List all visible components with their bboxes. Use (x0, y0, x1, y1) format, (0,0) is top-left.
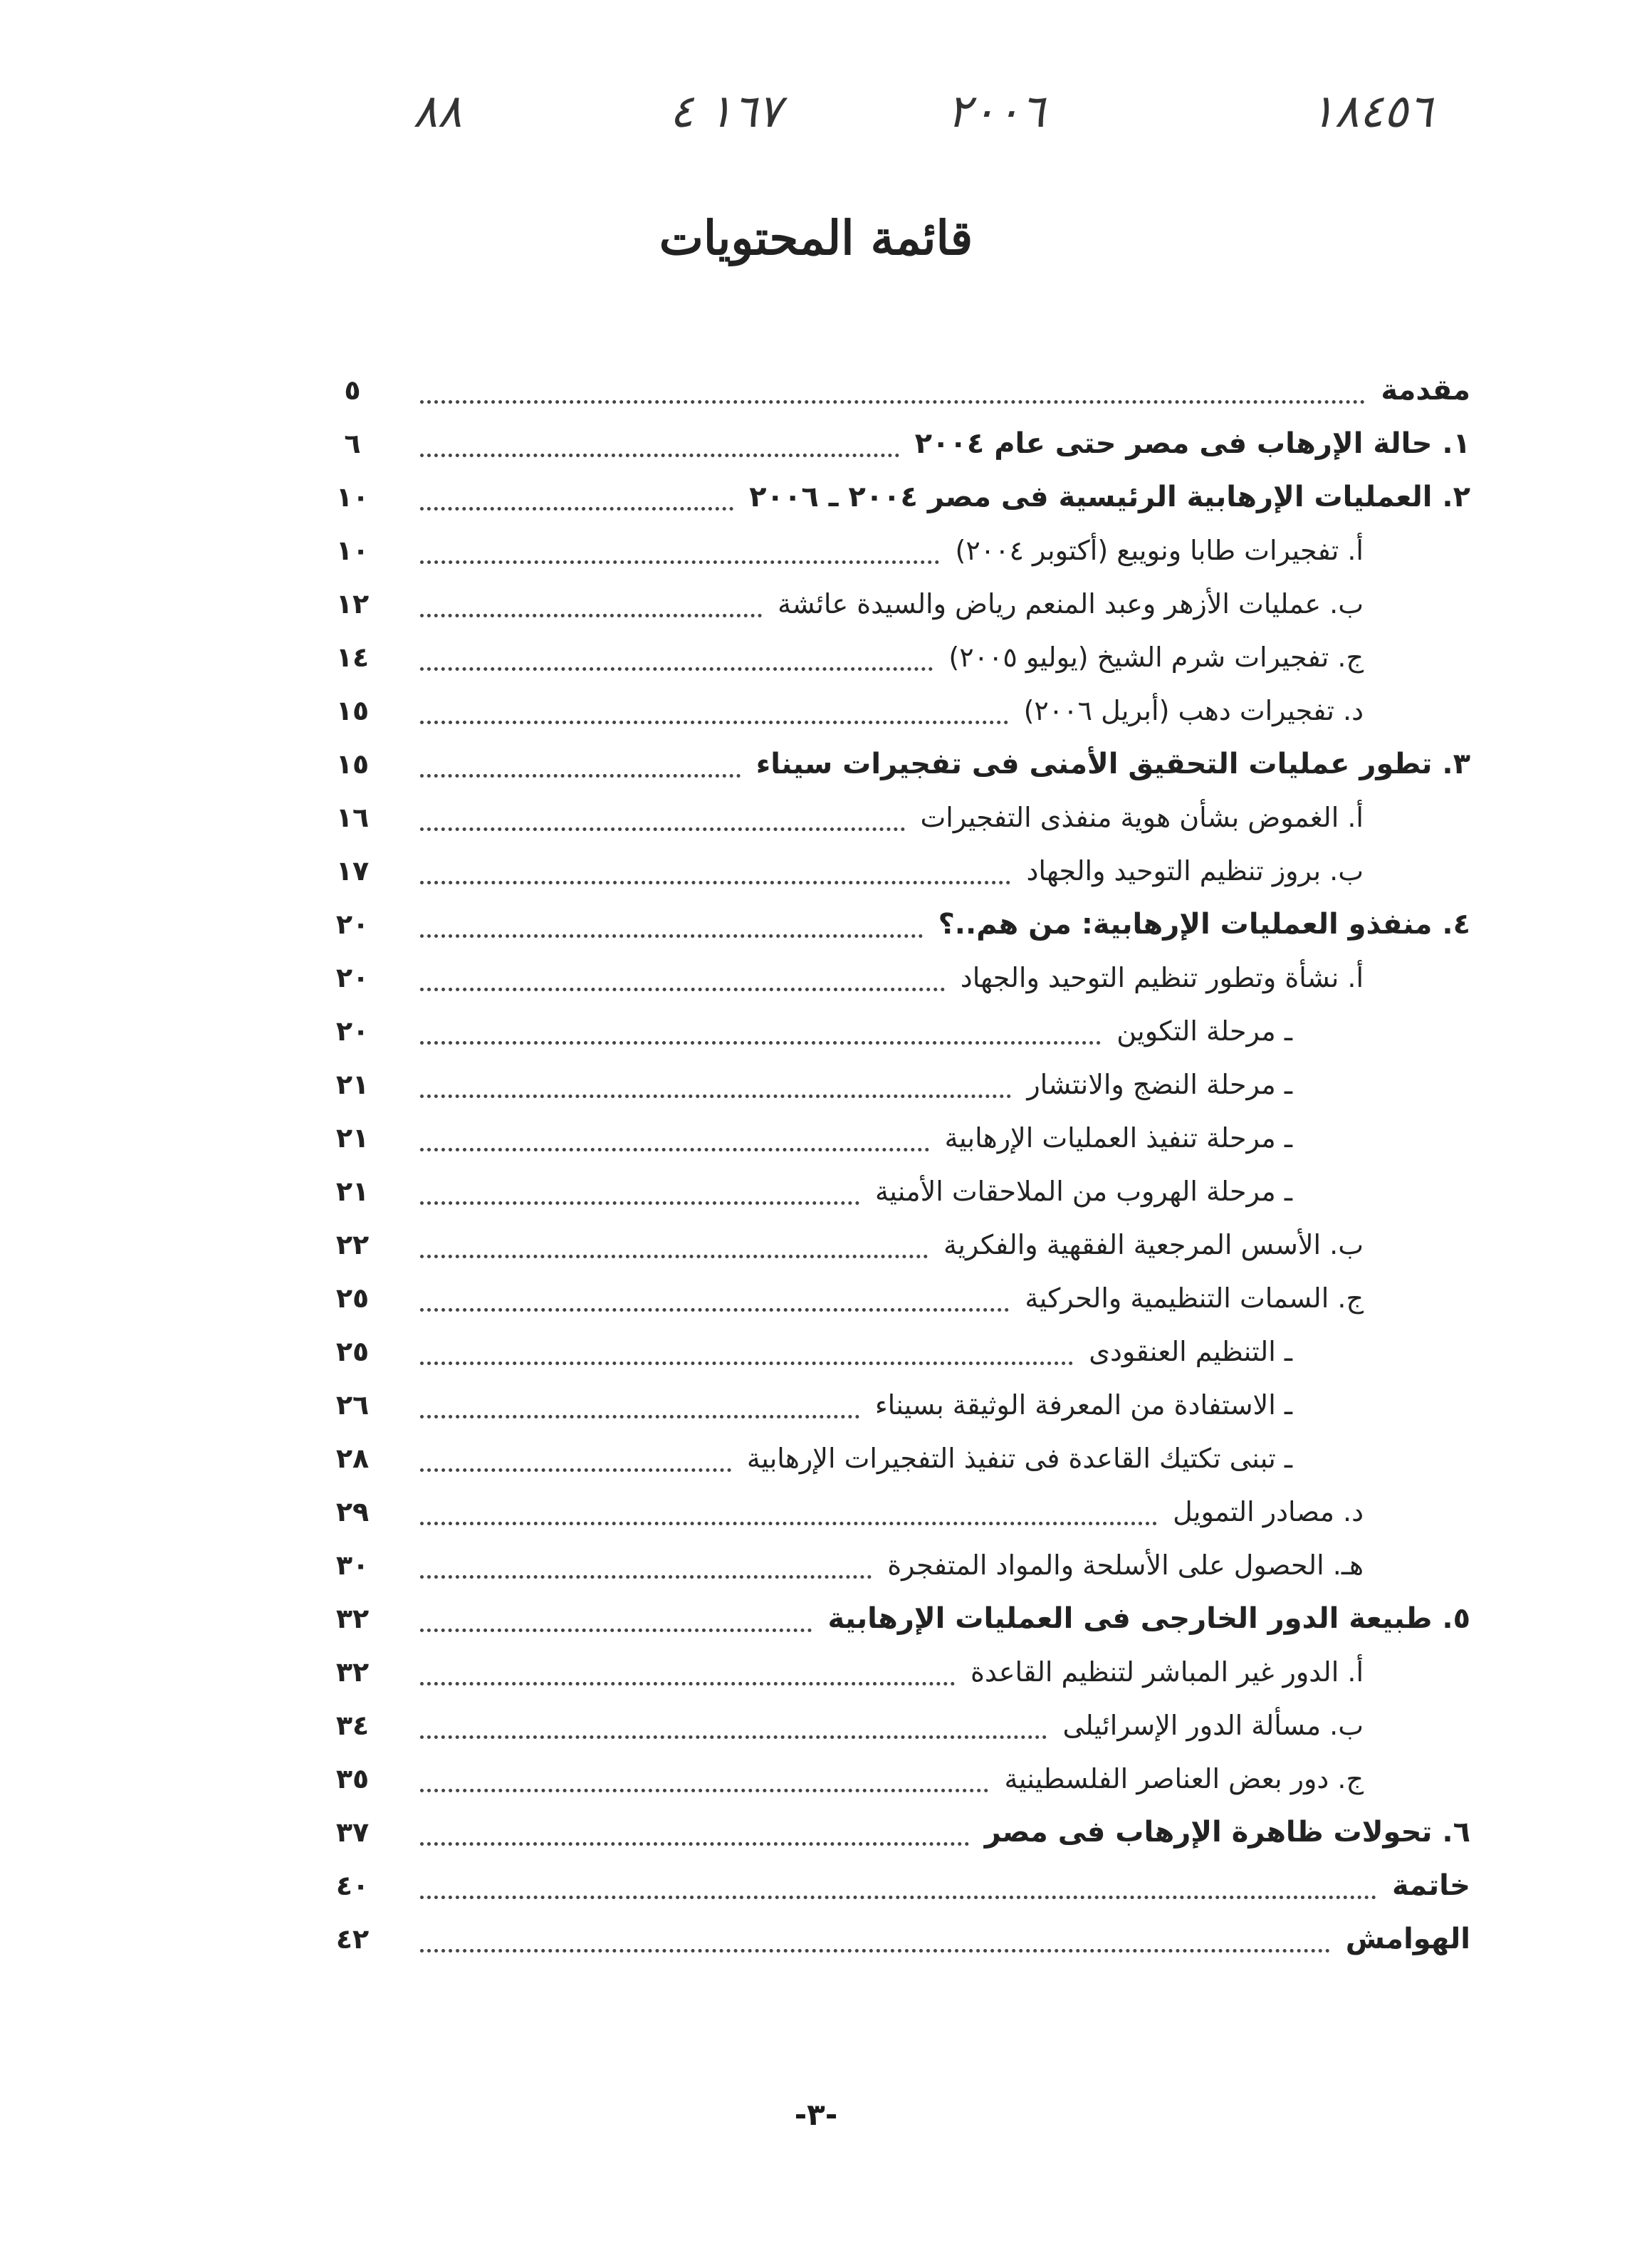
toc-entry-page: ٢٦ (335, 1389, 370, 1421)
toc-entry-title: ج. تفجيرات شرم الشيخ (يوليو ٢٠٠٥) (948, 641, 1364, 673)
toc-entry-title: ـ مرحلة النضج والانتشار (1027, 1068, 1292, 1100)
toc-leader-dots (420, 1468, 731, 1472)
toc-entry-page: ١٦ (335, 801, 370, 833)
toc-entry-page: ٦ (344, 427, 361, 459)
toc-entry-page: ٣٢ (335, 1602, 370, 1634)
toc-entry-title: ـ تبنى تكتيك القاعدة فى تنفيذ التفجيرات الإرهابية (746, 1442, 1292, 1474)
toc-leader-dots (420, 988, 945, 991)
toc-entry-page: ٣٠ (335, 1549, 370, 1581)
toc-leader-dots (420, 507, 733, 511)
toc-entry-title: أ. نشأة وتطور تنظيم التوحيد والجهاد (960, 961, 1364, 993)
toc-leader-dots (420, 1629, 812, 1632)
toc-entry (313, 1698, 1470, 1752)
toc-entry-title: د. مصادر التمويل (1173, 1495, 1364, 1527)
toc-entry-title: ب. بروز تنظيم التوحيد والجهاد (1026, 855, 1364, 887)
toc-entry-title: ج. السمات التنظيمية والحركية (1025, 1282, 1364, 1314)
toc-entry (313, 951, 1470, 1004)
toc-entry-page: ٤٢ (335, 1923, 370, 1955)
toc-entry-title: أ. تفجيرات طابا ونويبع (أكتوبر ٢٠٠٤) (955, 534, 1364, 566)
toc-leader-dots (420, 1735, 1047, 1739)
toc-entry-page: ٣٢ (335, 1656, 370, 1688)
toc-entry-page: ٢٨ (335, 1442, 370, 1474)
toc-entry (313, 1057, 1470, 1111)
toc-entry-title: ـ مرحلة الهروب من الملاحقات الأمنية (874, 1175, 1292, 1207)
page-number: -٣- (794, 2097, 838, 2132)
toc-leader-dots (420, 721, 1008, 724)
toc-leader-dots (420, 1041, 1101, 1045)
toc-leader-dots (420, 1949, 1330, 1953)
toc-entry-title: ج. دور بعض العناصر الفلسطينية (1004, 1762, 1364, 1794)
toc-entry-page: ٢١ (335, 1068, 370, 1100)
toc-leader-dots (420, 1362, 1073, 1365)
toc-entry (313, 577, 1470, 630)
toc-entry-title: ٢. العمليات الإرهابية الرئيسية فى مصر ٢٠٠٤ ـ ٢٠٠٦ (749, 480, 1470, 513)
toc-entry-title: أ. الدور غير المباشر لتنظيم القاعدة (971, 1656, 1364, 1688)
toc-leader-dots (420, 1896, 1376, 1899)
toc-entry-page: ٢٥ (335, 1282, 370, 1314)
toc-entry-title: أ. الغموض بشأن هوية منفذى التفجيرات (920, 801, 1364, 833)
toc-entry (313, 363, 1470, 417)
toc-leader-dots (420, 560, 939, 564)
toc-entry-page: ١٥ (335, 748, 370, 780)
toc-entry-page: ١٥ (335, 694, 370, 726)
toc-leader-dots (420, 934, 923, 938)
toc-entry (313, 844, 1470, 897)
table-of-contents (313, 363, 1470, 1965)
toc-leader-dots (420, 1789, 988, 1792)
toc-entry-page: ٢٢ (335, 1228, 370, 1260)
toc-leader-dots (420, 1522, 1157, 1525)
toc-entry-page: ٢٠ (335, 961, 370, 993)
toc-entry (313, 737, 1470, 790)
toc-entry-page: ٢٠ (335, 1015, 370, 1047)
toc-entry (313, 417, 1470, 470)
toc-entry-title: ـ التنظيم العنقودى (1089, 1335, 1292, 1367)
toc-entry-title: ب. عمليات الأزهر وعبد المنعم رياض والسيدة عائشة (778, 587, 1364, 620)
handwritten-note: ٢٠٠٦ (947, 85, 1045, 138)
toc-entry-title: ب. الأسس المرجعية الفقهية والفكرية (943, 1228, 1364, 1260)
toc-entry (313, 630, 1470, 684)
toc-entry-page: ١٢ (335, 587, 370, 620)
toc-leader-dots (420, 400, 1365, 404)
toc-leader-dots (420, 454, 899, 457)
toc-leader-dots (420, 1094, 1011, 1098)
toc-entry-page: ١٧ (335, 855, 370, 887)
toc-leader-dots (420, 774, 741, 778)
toc-leader-dots (420, 1255, 928, 1258)
toc-entry (313, 1164, 1470, 1218)
toc-entry-page: ٣٤ (335, 1709, 370, 1741)
toc-leader-dots (420, 667, 933, 671)
toc-entry-title: ٣. تطور عمليات التحقيق الأمنى فى تفجيرات سيناء (755, 747, 1470, 780)
toc-entry-title: ١. حالة الإرهاب فى مصر حتى عام ٢٠٠٤ (914, 427, 1470, 460)
toc-leader-dots (420, 1201, 859, 1205)
toc-entry-page: ٥ (344, 374, 361, 406)
handwritten-note: ١٦٧ ٤ (669, 85, 782, 138)
toc-leader-dots (420, 827, 905, 831)
toc-leader-dots (420, 1842, 969, 1846)
toc-entry (313, 1111, 1470, 1164)
toc-leader-dots (420, 614, 762, 617)
toc-entry (313, 1004, 1470, 1057)
toc-entry-page: ٢١ (335, 1175, 370, 1207)
toc-entry (313, 1218, 1470, 1271)
handwritten-note: ٨٨ (413, 85, 462, 138)
toc-entry-title: خاتمة (1392, 1869, 1470, 1902)
toc-entry (313, 1485, 1470, 1538)
toc-entry-page: ١٠ (335, 481, 370, 513)
toc-entry-page: ١٤ (335, 641, 370, 673)
toc-leader-dots (420, 1308, 1009, 1312)
toc-entry (313, 684, 1470, 737)
toc-entry-page: ٢٥ (335, 1335, 370, 1367)
toc-entry (313, 1324, 1470, 1378)
toc-entry-title: ـ مرحلة التكوين (1116, 1015, 1292, 1047)
toc-leader-dots (420, 881, 1010, 884)
toc-entry-page: ٢١ (335, 1122, 370, 1154)
page-title: قائمة المحتويات (659, 210, 973, 266)
toc-entry (313, 1271, 1470, 1324)
toc-entry (313, 790, 1470, 844)
toc-entry (313, 1912, 1470, 1965)
toc-entry-page: ٤٠ (335, 1869, 370, 1901)
toc-entry-title: هـ. الحصول على الأسلحة والمواد المتفجرة (887, 1549, 1364, 1581)
handwritten-note: ١٨٤٥٦ (1310, 85, 1433, 138)
toc-entry (313, 1805, 1470, 1859)
toc-entry-page: ٣٧ (335, 1816, 370, 1848)
toc-entry-title: ـ الاستفادة من المعرفة الوثيقة بسيناء (874, 1389, 1292, 1421)
toc-entry (313, 1645, 1470, 1698)
toc-entry-title: ب. مسألة الدور الإسرائيلى (1062, 1709, 1364, 1741)
toc-entry (313, 1752, 1470, 1805)
toc-entry (313, 897, 1470, 951)
toc-leader-dots (420, 1148, 929, 1151)
toc-entry-page: ١٠ (335, 534, 370, 566)
toc-entry (313, 1378, 1470, 1431)
toc-entry-title: ٥. طبيعة الدور الخارجى فى العمليات الإرهابية (827, 1601, 1470, 1635)
toc-entry (313, 523, 1470, 577)
toc-entry-title: د. تفجيرات دهب (أبريل ٢٠٠٦) (1023, 694, 1364, 726)
toc-leader-dots (420, 1575, 872, 1579)
toc-leader-dots (420, 1415, 859, 1418)
toc-entry-title: ـ مرحلة تنفيذ العمليات الإرهابية (944, 1122, 1292, 1154)
toc-entry-title: ٦. تحولات ظاهرة الإرهاب فى مصر (984, 1815, 1470, 1849)
toc-entry (313, 470, 1470, 523)
toc-entry-title: ٤. منفذو العمليات الإرهابية: من هم..؟ (938, 907, 1470, 941)
toc-entry-page: ٢٠ (335, 908, 370, 940)
toc-entry-page: ٣٥ (335, 1762, 370, 1794)
toc-leader-dots (420, 1682, 955, 1686)
toc-entry-page: ٢٩ (335, 1495, 370, 1527)
toc-entry (313, 1859, 1470, 1912)
toc-entry (313, 1592, 1470, 1645)
toc-entry-title: الهوامش (1345, 1922, 1470, 1955)
toc-entry-title: مقدمة (1381, 373, 1470, 407)
toc-entry (313, 1538, 1470, 1592)
toc-entry (313, 1431, 1470, 1485)
